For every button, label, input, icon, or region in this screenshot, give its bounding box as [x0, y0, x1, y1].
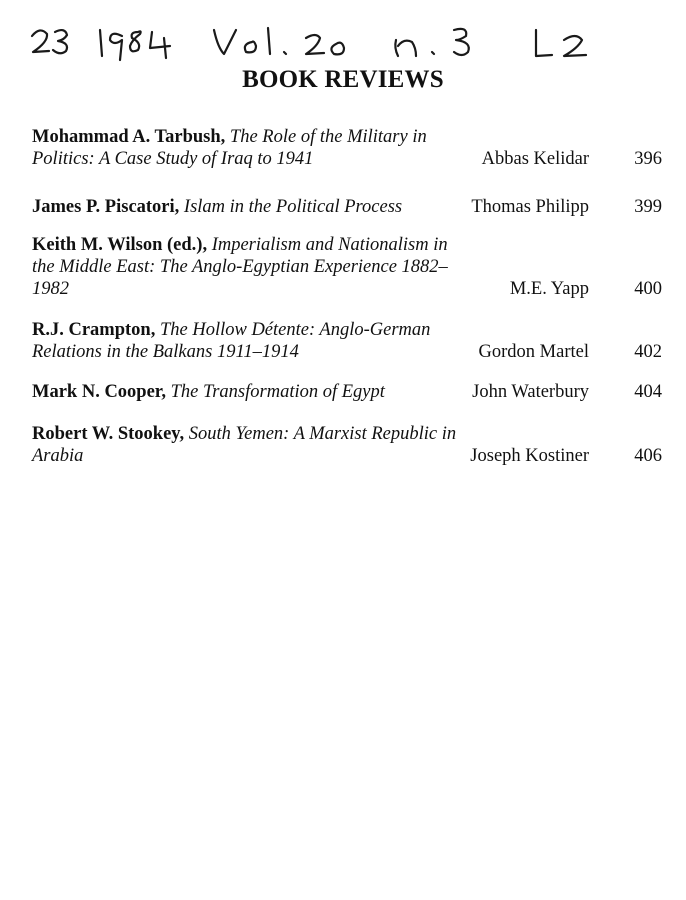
review-page-number: 396 — [634, 149, 662, 169]
review-reviewer: M.E. Yapp — [509, 279, 589, 299]
review-book — [32, 126, 462, 170]
review-author: Keith M. Wilson (ed.), — [32, 235, 208, 255]
review-page-number: 402 — [634, 342, 662, 362]
review-entry — [32, 126, 662, 170]
review-list — [32, 126, 662, 467]
review-author: Robert W. Stookey, — [32, 424, 185, 444]
review-book-title: The Transformation of Egypt — [170, 382, 385, 402]
review-book-title: South Yemen: A Marxist Republic in Arabia — [32, 424, 457, 466]
review-reviewer: Joseph Kostiner — [470, 446, 589, 466]
review-book-title: The Role of the Military in Politics: A Case Study of Iraq to 1941 — [32, 127, 427, 169]
review-author: Mohammad A. Tarbush, — [32, 127, 226, 147]
review-book — [32, 196, 472, 218]
review-author: R.J. Crampton, — [32, 320, 156, 340]
review-page-number: 404 — [634, 382, 662, 402]
review-book — [32, 381, 472, 403]
review-book-title: Islam in the Political Process — [183, 197, 403, 217]
handwritten-annotation — [30, 18, 630, 70]
review-reviewer: John Waterbury — [472, 382, 589, 402]
review-author: James P. Piscatori, — [32, 197, 180, 217]
review-book — [32, 423, 462, 467]
review-page-number: 400 — [634, 279, 662, 299]
handwritten-annotation-drawing — [30, 18, 630, 70]
handwritten-annotation-text — [630, 18, 631, 19]
review-entry — [32, 319, 662, 363]
review-reviewer: Gordon Martel — [478, 342, 589, 362]
review-page-number: 406 — [634, 446, 662, 466]
review-entry — [32, 423, 662, 467]
review-book — [32, 234, 462, 300]
page-title: BOOK REVIEWS — [242, 66, 444, 93]
review-entry — [32, 234, 662, 300]
review-reviewer: Abbas Kelidar — [481, 149, 589, 169]
review-page-number: 399 — [634, 197, 662, 217]
review-book-title: The Hollow Détente: Anglo-German Relations in the Balkans 1911–1914 — [32, 320, 431, 362]
review-book — [32, 319, 472, 363]
review-entry — [32, 196, 662, 218]
review-author: Mark N. Cooper, — [32, 382, 166, 402]
review-book-title: Imperialism and Nationalism in the Middle East: The Anglo-Egyptian Experience 1882–1982 — [32, 235, 448, 299]
review-reviewer: Thomas Philipp — [471, 197, 589, 217]
review-entry — [32, 381, 662, 403]
